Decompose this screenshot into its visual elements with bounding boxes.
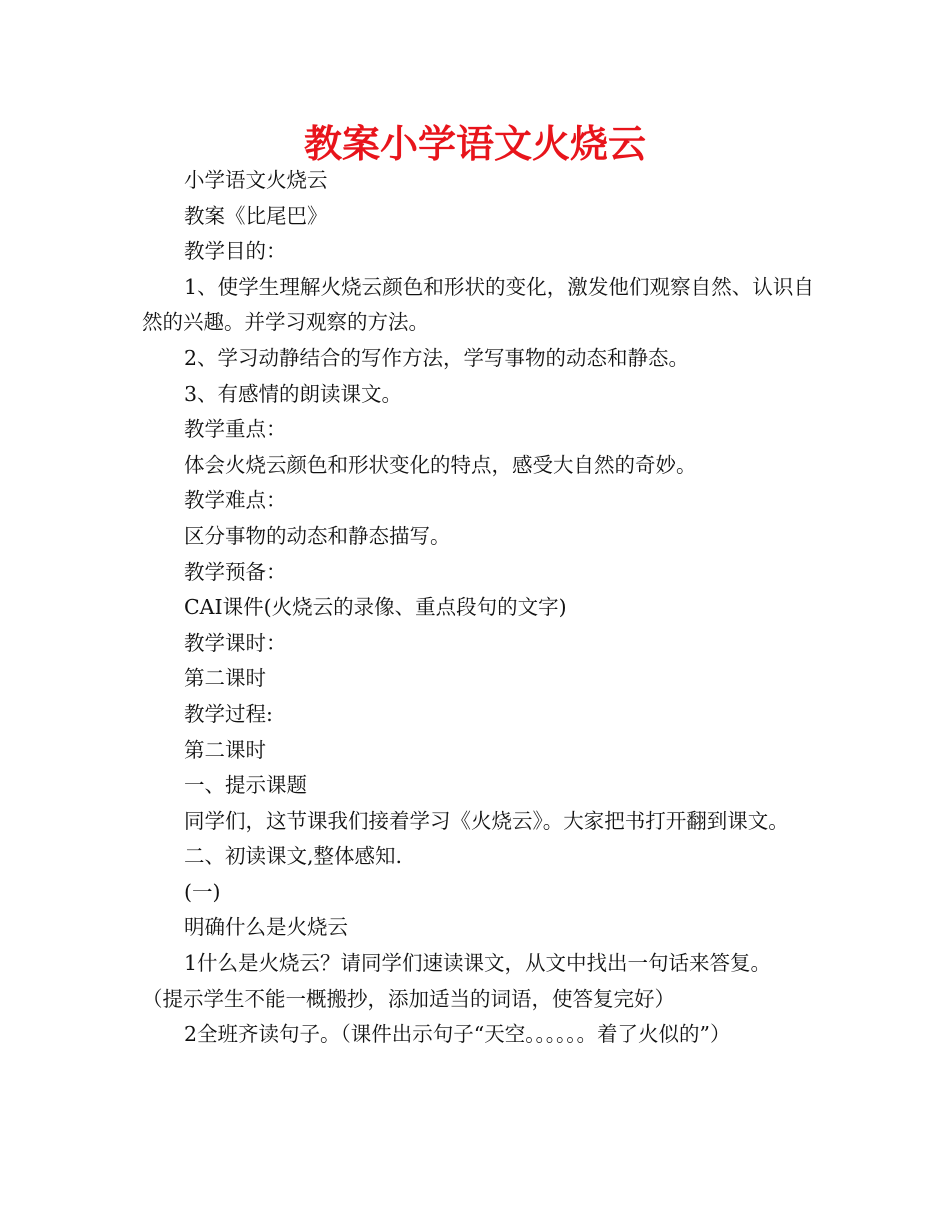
paragraph: 教学目的：: [184, 239, 287, 264]
paragraph: 明确什么是火烧云: [184, 915, 348, 940]
paragraph: 1、使学生理解火烧云颜色和形状的变化，激发他们观察自然、认识自然的兴趣。并学习观察的方法。: [142, 274, 814, 335]
paragraph: 一、提示课题: [184, 773, 307, 798]
paragraph: 二、初读课文,整体感知.: [184, 844, 403, 869]
paragraph: 1什么是火烧云？请同学们速读课文，从文中找出一句话来答复。: [184, 951, 772, 976]
paragraph: 教学难点：: [184, 488, 287, 513]
document-title: 教案小学语文火烧云: [303, 122, 646, 166]
paragraph: 同学们，这节课我们接着学习《火烧云》。大家把书打开翻到课文。: [184, 808, 789, 833]
paragraph: (一): [184, 879, 221, 904]
paragraph: 3、有感情的朗读课文。: [184, 381, 403, 406]
paragraph: 区分事物的动态和静态描写。: [184, 523, 451, 548]
paragraph: 教学重点：: [184, 417, 287, 442]
paragraph: CAI课件(火烧云的录像、重点段句的文字): [184, 595, 567, 620]
paragraph: 教学预备：: [184, 559, 287, 584]
paragraph: 第二课时: [184, 737, 266, 762]
paragraph: 教学过程:: [184, 701, 273, 726]
paragraph: 2全班齐读句子。（课件出示句子“天空。。。。。。着了火似的”）: [184, 1022, 731, 1047]
paragraph: 小学语文火烧云: [184, 168, 328, 192]
paragraph: （提示学生不能一概搬抄，添加适当的词语，使答复完好）: [142, 986, 675, 1011]
paragraph: 第二课时: [184, 666, 266, 691]
paragraph: 教学课时：: [184, 630, 287, 655]
paragraph: 2、学习动静结合的写作方法，学写事物的动态和静态。: [184, 345, 690, 370]
document-body: [142, 163, 814, 1053]
paragraph: 教案《比尾巴》: [184, 203, 328, 228]
paragraph: 体会火烧云颜色和形状变化的特点，感受大自然的奇妙。: [184, 452, 697, 477]
